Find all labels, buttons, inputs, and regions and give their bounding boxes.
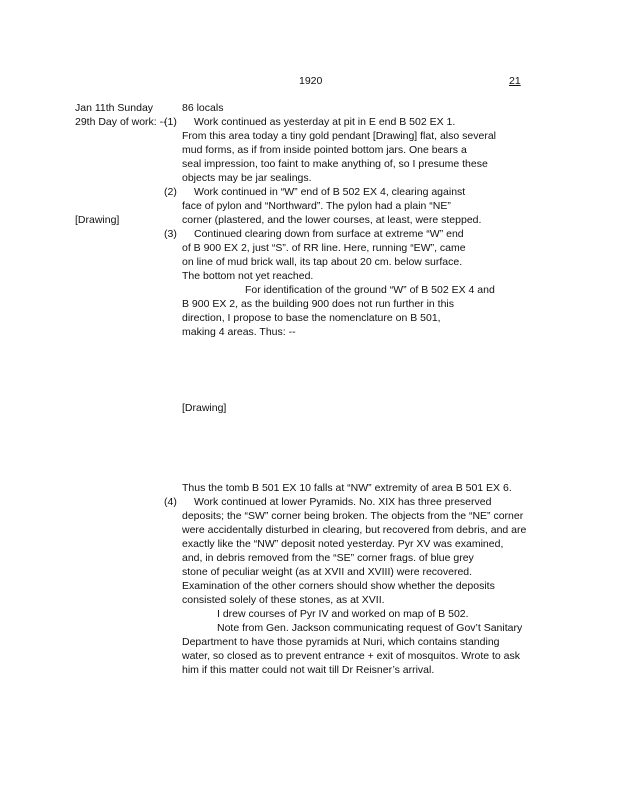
entry-line: consisted solely of these stones, as at XVII. <box>182 594 385 606</box>
entry-line: For identification of the ground “W” of B 502 EX 4 and <box>245 284 495 296</box>
margin-day-count: 29th Day of work: -- <box>75 116 167 128</box>
item-number: (1) <box>164 116 177 128</box>
entry-line: Work continued in “W” end of B 502 EX 4, clearing against <box>194 186 466 198</box>
entry-line: Continued clearing down from surface at extreme “W” end <box>194 228 464 240</box>
entry-line: water, so closed as to prevent entrance + exit of mosquitos. Wrote to ask <box>182 650 521 662</box>
entry-line: The bottom not yet reached. <box>182 270 314 282</box>
entry-line: I drew courses of Pyr IV and worked on map of B 502. <box>217 608 469 620</box>
entry-line: deposits; the “SW” corner being broken. The objects from the “NE” corner <box>182 510 524 522</box>
margin-date: Jan 11th Sunday <box>75 102 154 114</box>
item-number: (3) <box>164 228 177 240</box>
margin-drawing: [Drawing] <box>75 214 120 226</box>
entry-line: making 4 areas. Thus: -- <box>182 326 296 338</box>
entry-line: objects may be jar sealings. <box>182 172 312 184</box>
item-number: (2) <box>164 186 177 198</box>
drawing-placeholder: [Drawing] <box>182 402 227 414</box>
entry-line: Examination of the other corners should show whether the deposits <box>182 580 495 592</box>
entry-line: B 900 EX 2, as the building 900 does not run further in this <box>182 298 455 310</box>
entry-line: him if this matter could not wait till Dr Reisner’s arrival. <box>182 664 435 676</box>
entry-line: exactly like the “NW” deposit noted yesterday. Pyr XV was examined, <box>182 538 504 550</box>
entry-line: direction, I propose to base the nomenclature on B 501, <box>182 312 441 324</box>
page-number: 21 <box>509 75 521 87</box>
entry-line: were accidentally disturbed in clearing, but recovered from debris, and are <box>182 524 527 536</box>
item-number: (4) <box>164 496 177 508</box>
entry-line: seal impression, too faint to make anything of, so I presume these <box>182 158 488 170</box>
entry-line: Work continued at lower Pyramids. No. XIX has three preserved <box>194 496 492 508</box>
entry-line: Note from Gen. Jackson communicating request of Gov’t Sanitary <box>217 622 523 634</box>
page-year: 1920 <box>299 75 323 87</box>
entry-line: face of pylon and “Northward”. The pylon had a plain “NE” <box>182 200 451 212</box>
entry-line: on line of mud brick wall, its tap about 20 cm. below surface. <box>182 256 463 268</box>
entry-line: stone of peculiar weight (as at XVII and XVIII) were recovered. <box>182 566 473 578</box>
entry-line: of B 900 EX 2, just “S”. of RR line. Here, running “EW”, came <box>182 242 466 254</box>
entry-line: mud forms, as if from inside pointed bottom jars. One bears a <box>182 144 467 156</box>
entry-line: Work continued as yesterday at pit in E end B 502 EX 1. <box>194 116 456 128</box>
entry-line: corner (plastered, and the lower courses, at least, were stepped. <box>182 214 482 226</box>
entry-line: From this area today a tiny gold pendant [Drawing] flat, also several <box>182 130 496 142</box>
entry-line: and, in debris removed from the “SE” corner frags. of blue grey <box>182 552 474 564</box>
workers-count: 86 locals <box>182 102 224 114</box>
entry-line: Department to have those pyramids at Nuri, which contains standing <box>182 636 500 648</box>
entry-line: Thus the tomb B 501 EX 10 falls at “NW” extremity of area B 501 EX 6. <box>182 482 512 494</box>
